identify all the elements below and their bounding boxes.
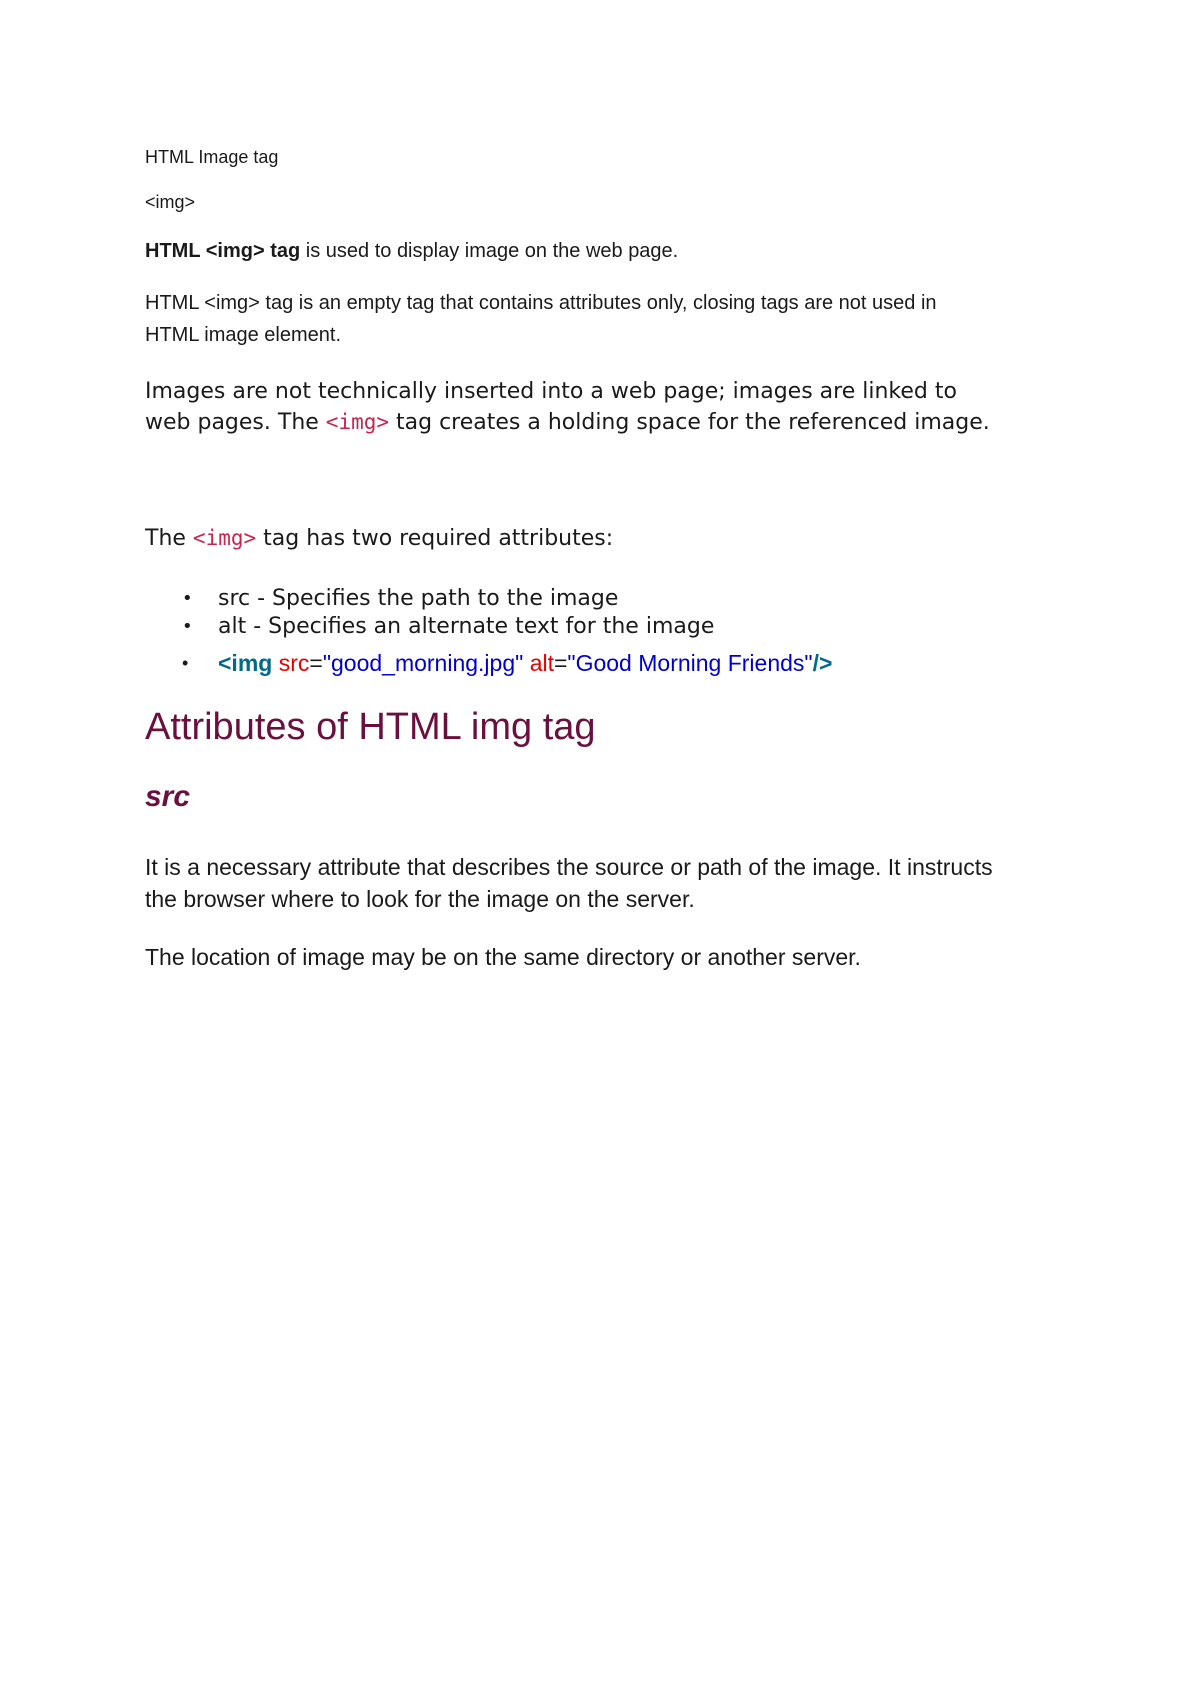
- required-post: tag has two required attributes:: [256, 526, 614, 551]
- attributes-heading: Attributes of HTML img tag: [145, 706, 596, 748]
- code-attr-alt: alt: [529, 650, 554, 676]
- list-item-text: alt - Specifies an alternate text for the image: [218, 614, 715, 639]
- code-val-alt: "Good Morning Friends": [567, 650, 813, 676]
- inline-code-img-2: <img>: [192, 526, 257, 550]
- linked-line-2-post: tag creates a holding space for the referenced image.: [389, 410, 990, 435]
- empty-tag-paragraph: [145, 287, 937, 351]
- required-pre: The: [145, 526, 193, 551]
- code-tag-close: />: [812, 650, 833, 676]
- src-line-2: the browser where to look for the image on the server.: [145, 886, 695, 912]
- list-item: [180, 613, 832, 641]
- intro-bold: HTML <img> tag: [145, 240, 301, 262]
- doc-title: HTML Image tag: [145, 147, 279, 167]
- src-description: [145, 851, 993, 915]
- list-item-text: src - Specifies the path to the image: [218, 586, 619, 611]
- empty-tag-line-2: HTML image element.: [145, 324, 341, 346]
- inline-code-img: <img>: [325, 410, 390, 434]
- location-paragraph: The location of image may be on the same directory or another server.: [145, 944, 861, 970]
- linked-paragraph: [145, 377, 990, 438]
- attributes-list: [180, 585, 832, 677]
- bullet-icon: •: [182, 653, 189, 673]
- bullet-icon: •: [182, 616, 193, 637]
- list-item: [180, 585, 832, 613]
- tag-label: <img>: [145, 192, 196, 212]
- required-attributes-paragraph: [145, 526, 613, 551]
- linked-line-1: Images are not technically inserted into a web page; images are linked to: [145, 379, 957, 404]
- linked-line-2-pre: web pages. The: [145, 410, 326, 435]
- linked-line-2: [145, 407, 990, 438]
- code-tag-open: <img: [218, 650, 273, 676]
- src-line-1: It is a necessary attribute that describes the source or path of the image. It instructs: [145, 854, 993, 880]
- intro-rest: is used to display image on the web page.: [300, 240, 679, 262]
- src-subheading: src: [145, 780, 191, 813]
- code-attr-src: src: [278, 650, 310, 676]
- code-val-src: "good_morning.jpg": [322, 650, 524, 676]
- intro-paragraph: [145, 240, 678, 263]
- code-eq-1: =: [309, 650, 323, 676]
- code-eq-2: =: [553, 650, 568, 676]
- empty-tag-line-1: HTML <img> tag is an empty tag that contains attributes only, closing tags are not used in: [145, 292, 937, 314]
- code-example-item: [180, 649, 832, 677]
- bullet-icon: •: [182, 588, 193, 609]
